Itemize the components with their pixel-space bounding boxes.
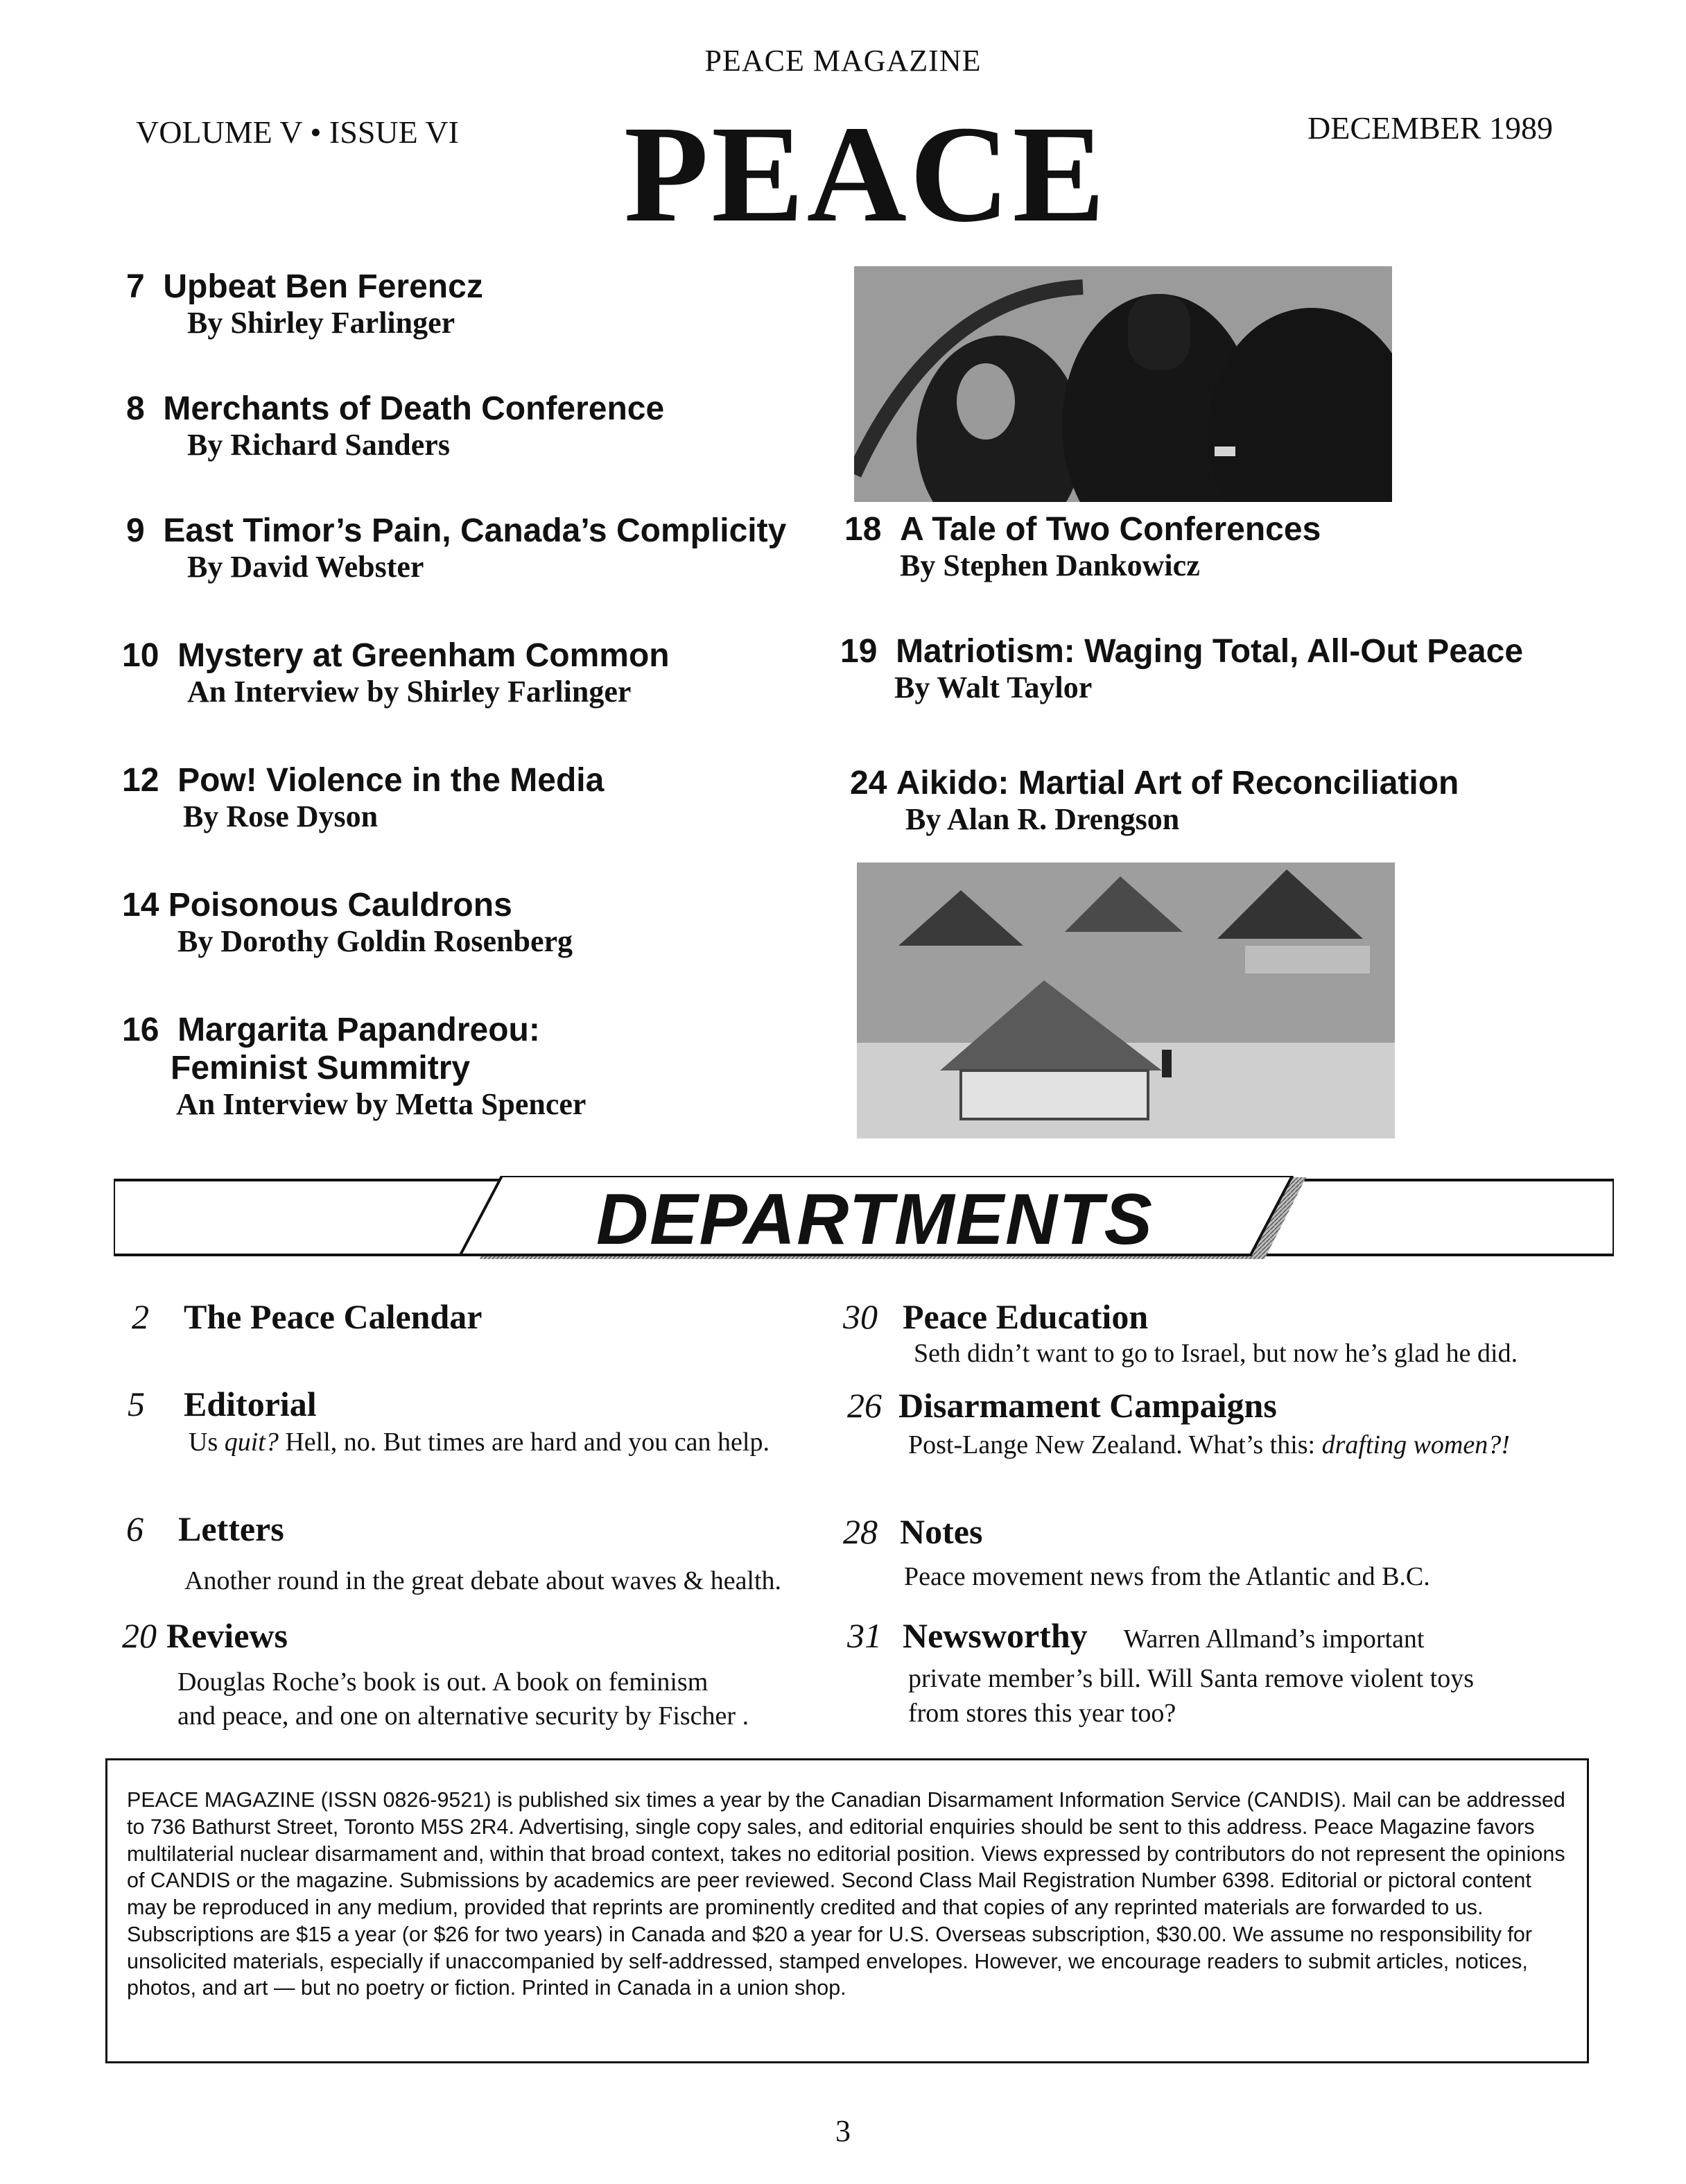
dept-name: Editorial: [184, 1385, 317, 1423]
toc-byline: By Shirley Farlinger: [187, 306, 455, 340]
toc-title: East Timor’s Pain, Canada’s Complicity: [163, 512, 787, 549]
dept-item[interactable]: [843, 1511, 1430, 1594]
dept-description: Douglas Roche’s book is out. A book on feminism: [177, 1667, 709, 1697]
toc-page: 19: [840, 633, 878, 670]
photo-conference: [854, 266, 1392, 502]
dept-description: private member’s bill. Will Santa remove violent toys: [908, 1664, 1475, 1694]
toc-item[interactable]: [840, 632, 1523, 706]
dept-page: 20: [122, 1616, 157, 1655]
dept-item[interactable]: [847, 1615, 1474, 1731]
dept-item[interactable]: [122, 1615, 749, 1734]
dept-description: Post-Lange New Zealand. What’s this: drafting women?!: [908, 1430, 1510, 1459]
toc-page: 16: [122, 1012, 159, 1048]
toc-title: Merchants of Death Conference: [163, 390, 665, 427]
dept-page: 6: [126, 1509, 144, 1548]
photo-village-image: [857, 863, 1395, 1138]
colophon-text: PEACE MAGAZINE (ISSN 0826-9521) is published six times a year by the Canadian Disarmament Information Service (CANDIS). Mail can be addressed to 736 Bathurst Street, Toronto M5S 2R4. Advertising, single copy sales, and editorial enquiries should be sent to this address. Peace Magazine favors multilaterial nuclear disarmament and, within that broad context, takes no editorial position. Views expressed by contributors do not represent the opinions of CANDIS or the magazine. Submissions by academics are peer reviewed. Second Class Mail Registration Number 6398. Editorial or pictoral content may be reproduced in any medium, provided that reprints are prominently credited and that copies of any reprinted materials are forwarded to us. Subscriptions are $15 a year (or $26 for two years) in Canada and $20 a year for U.S. Overseas subscription, $30.00. We assume no responsibility for unsolicited materials, especially if unaccompanied by self-addressed, stamped envelopes. However, we encourage readers to submit articles, notices, photos, and art — but no poetry or fiction. Printed in Canada in a union shop.: [127, 1788, 1565, 2000]
dept-description: Peace movement news from the Atlantic and B.C.: [904, 1562, 1430, 1591]
dept-page: 5: [128, 1385, 145, 1423]
toc-item[interactable]: [122, 636, 670, 710]
toc-title: Margarita Papandreou:: [177, 1012, 540, 1048]
dept-name: Letters: [178, 1509, 284, 1548]
toc-title: A Tale of Two Conferences: [900, 511, 1321, 548]
toc-item[interactable]: [122, 761, 604, 835]
colophon-box: [105, 1758, 1589, 2063]
toc-item[interactable]: [126, 512, 786, 585]
toc-page: 12: [122, 762, 159, 799]
toc-byline: By Richard Sanders: [187, 428, 450, 462]
toc-item[interactable]: [122, 886, 573, 960]
dept-page: 30: [843, 1297, 878, 1336]
dept-item[interactable]: [126, 1509, 781, 1598]
toc-item[interactable]: [122, 1011, 586, 1123]
dept-item[interactable]: [128, 1384, 770, 1459]
page-number: 3: [835, 2114, 851, 2148]
toc-title: Pow! Violence in the Media: [177, 762, 605, 799]
toc-page: 14: [122, 887, 159, 924]
toc-title: Upbeat Ben Ferencz: [163, 268, 483, 305]
toc-item[interactable]: [844, 510, 1321, 584]
toc-page: 18: [844, 511, 882, 548]
toc-item[interactable]: [126, 390, 664, 463]
dept-name: Reviews: [166, 1616, 288, 1655]
dept-description: Another round in the great debate about waves & health.: [184, 1566, 782, 1595]
dept-page: 2: [132, 1297, 149, 1336]
dept-page: 28: [843, 1512, 878, 1551]
dept-page: 31: [847, 1616, 882, 1655]
photo-conference-image: [854, 266, 1392, 502]
toc-page: 24: [850, 765, 887, 801]
toc-item[interactable]: [126, 268, 483, 341]
dept-name: Disarmament Campaigns: [898, 1386, 1277, 1425]
toc-title: Aikido: Martial Art of Reconciliation: [896, 765, 1459, 801]
dept-name: Notes: [900, 1512, 983, 1551]
issue-date: DECEMBER 1989: [1307, 110, 1553, 146]
dept-item[interactable]: [132, 1297, 482, 1337]
photo-village: [857, 863, 1395, 1138]
dept-item[interactable]: [847, 1385, 1510, 1462]
toc-page: 8: [126, 390, 145, 427]
toc-item[interactable]: [850, 764, 1459, 838]
dept-description: Warren Allmand’s important: [1123, 1624, 1425, 1654]
dept-description: Us quit? Hell, no. But times are hard and you can help.: [189, 1428, 770, 1457]
dept-description: from stores this year too?: [908, 1698, 1176, 1728]
toc-byline: By David Webster: [187, 550, 424, 584]
toc-byline: By Dorothy Goldin Rosenberg: [177, 924, 573, 959]
dept-name: Newsworthy: [903, 1616, 1088, 1655]
toc-title: Mystery at Greenham Common: [177, 637, 670, 674]
toc-byline: By Stephen Dankowicz: [900, 548, 1200, 583]
dept-description: and peace, and one on alternative security by Fischer .: [177, 1701, 749, 1731]
toc-page: 10: [122, 637, 159, 674]
toc-page: 7: [126, 268, 145, 305]
toc-byline: By Walt Taylor: [894, 670, 1093, 705]
dept-description: Seth didn’t want to go to Israel, but now he’s glad he did.: [914, 1339, 1518, 1368]
toc-byline: An Interview by Shirley Farlinger: [187, 675, 632, 709]
dept-name: The Peace Calendar: [184, 1297, 483, 1336]
volume-issue: VOLUME V • ISSUE VI: [136, 114, 459, 150]
dept-name: Peace Education: [903, 1297, 1149, 1336]
toc-byline: By Alan R. Drengson: [905, 802, 1180, 837]
toc-title: Matriotism: Waging Total, All-Out Peace: [896, 633, 1524, 670]
toc-title: Poisonous Cauldrons: [168, 887, 512, 924]
departments-heading: DEPARTMENTS: [596, 1179, 1154, 1260]
toc-byline: An Interview by Metta Spencer: [176, 1087, 586, 1122]
toc-title-continued: Feminist Summitry: [171, 1050, 471, 1087]
dept-item[interactable]: [843, 1297, 1518, 1371]
magazine-name: PEACE MAGAZINE: [704, 44, 982, 78]
masthead-title: PEACE: [624, 98, 1108, 251]
toc-byline: By Rose Dyson: [183, 799, 379, 834]
dept-page: 26: [847, 1386, 882, 1425]
toc-page: 9: [126, 512, 145, 549]
